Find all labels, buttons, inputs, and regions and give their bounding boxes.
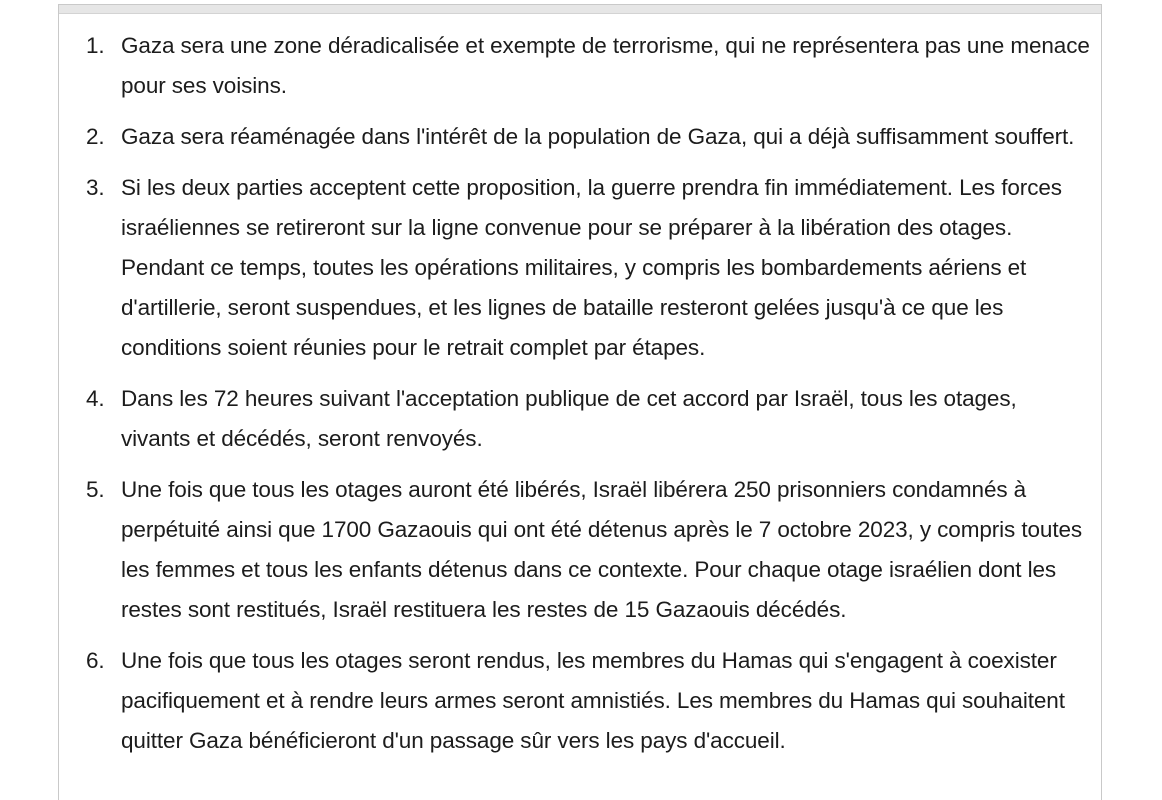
numbered-list [59, 26, 1103, 772]
list-item-number: 5. [86, 477, 105, 502]
document-top-bar [59, 5, 1101, 14]
list-item-5 [59, 470, 1103, 630]
list-item-text: Une fois que tous les otages auront été libérés, Israël libérera 250 prisonniers condamnés à perpétuité ainsi que 1700 Gazaouis qui ont été détenus après le 7 octobre 2023, y compris toutes les femmes et tous les enfants détenus dans ce contexte. Pour chaque otage israélien dont les restes sont restitués, Israël restituera les restes de 15 Gazaouis décédés. [121, 477, 1083, 622]
list-item-6 [59, 641, 1103, 761]
list-item-text: Gaza sera réaménagée dans l'intérêt de la population de Gaza, qui a déjà suffisamment souffert. [121, 124, 1075, 149]
list-item-number: 6. [86, 648, 105, 673]
list-item-number: 2. [86, 124, 105, 149]
list-item-3 [59, 168, 1103, 368]
list-item-text: Dans les 72 heures suivant l'acceptation publique de cet accord par Israël, tous les otages, vivants et décédés, seront renvoyés. [121, 386, 1017, 451]
list-item-number: 3. [86, 175, 105, 200]
list-item-text: Une fois que tous les otages seront rendus, les membres du Hamas qui s'engagent à coexister pacifiquement et à rendre leurs armes seront amnistiés. Les membres du Hamas qui souhaitent quitter Gaza bénéficieront d'un passage sûr vers les pays d'accueil. [121, 648, 1065, 753]
list-item-1 [59, 26, 1103, 106]
list-item-4 [59, 379, 1103, 459]
document-frame [58, 4, 1102, 800]
list-item-2 [59, 117, 1103, 157]
list-item-text: Si les deux parties acceptent cette proposition, la guerre prendra fin immédiatement. Les forces israéliennes se retireront sur la ligne convenue pour se préparer à la libération des otages. Pendant ce temps, toutes les opérations militaires, y compris les bombardements aériens et d'artillerie, seront suspendues, et les lignes de bataille resteront gelées jusqu'à ce que les conditions soient réunies pour le retrait complet par étapes. [121, 175, 1062, 360]
list-item-number: 4. [86, 386, 105, 411]
list-item-number: 1. [86, 33, 105, 58]
list-item-text: Gaza sera une zone déradicalisée et exempte de terrorisme, qui ne représentera pas une menace pour ses voisins. [121, 33, 1090, 98]
